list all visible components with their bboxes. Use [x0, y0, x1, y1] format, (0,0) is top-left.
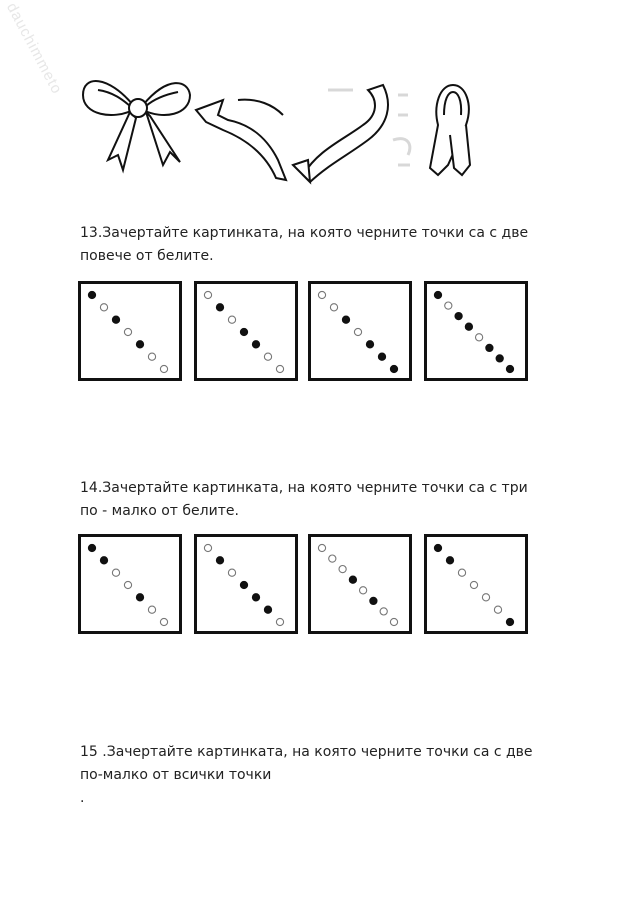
black-dot [496, 355, 503, 362]
black-dot [252, 594, 259, 601]
black-dot [136, 594, 143, 601]
dot-box[interactable] [194, 534, 298, 634]
white-dot [318, 544, 325, 551]
white-dot [494, 606, 501, 613]
white-dot [204, 544, 211, 551]
white-dot [470, 581, 477, 588]
task-14-line-2: по - малко от белите. [80, 503, 239, 519]
white-dot [264, 353, 271, 360]
white-dot [228, 316, 235, 323]
black-dot [506, 618, 513, 625]
black-dot [446, 557, 453, 564]
ribbon-illustrations [78, 70, 478, 190]
white-dot [458, 569, 465, 576]
white-dot [380, 608, 387, 615]
white-dot [276, 365, 283, 372]
black-dot [465, 323, 472, 330]
black-dot [88, 291, 95, 298]
black-dot [342, 316, 349, 323]
ribbon-icon [196, 100, 286, 180]
black-dot [366, 341, 373, 348]
black-dot [216, 304, 223, 311]
black-dot [136, 341, 143, 348]
dot-box[interactable] [78, 281, 182, 381]
white-dot [160, 365, 167, 372]
black-dot [390, 365, 397, 372]
black-dot [455, 313, 462, 320]
white-dot [124, 328, 131, 335]
bow-icon [83, 81, 190, 170]
black-dot [378, 353, 385, 360]
task-15-line-2: по-малко от всички точки [80, 767, 272, 783]
dot-box[interactable] [424, 281, 528, 381]
white-dot [354, 328, 361, 335]
task-13-line-1: 13.Зачертайте картинката, на която черните точки са с две [80, 225, 529, 241]
white-dot [318, 291, 325, 298]
watermark: dauchimmeto [2, 0, 66, 98]
white-dot [330, 304, 337, 311]
white-dot [445, 302, 452, 309]
black-dot [349, 576, 356, 583]
white-dot [482, 594, 489, 601]
black-dot [240, 328, 247, 335]
dot-box[interactable] [308, 534, 412, 634]
white-dot [148, 353, 155, 360]
black-dot [240, 581, 247, 588]
dot-box[interactable] [78, 534, 182, 634]
black-dot [370, 597, 377, 604]
dot-box[interactable] [424, 534, 528, 634]
white-dot [360, 587, 367, 594]
black-dot [112, 316, 119, 323]
black-dot [506, 365, 513, 372]
black-dot [100, 557, 107, 564]
task-15-line-1: 15 .Зачертайте картинката, на която черните точки са с две [80, 744, 533, 760]
ribbon-icon [293, 85, 388, 182]
dot-box[interactable] [194, 281, 298, 381]
black-dot [88, 544, 95, 551]
white-dot [476, 334, 483, 341]
white-dot [339, 566, 346, 573]
white-dot [148, 606, 155, 613]
task-13-line-2: повече от белите. [80, 248, 214, 264]
black-dot [434, 291, 441, 298]
black-dot [434, 544, 441, 551]
black-dot [264, 606, 271, 613]
white-dot [329, 555, 336, 562]
white-dot [100, 304, 107, 311]
white-dot [124, 581, 131, 588]
awareness-ribbon-icon [430, 85, 470, 175]
black-dot [486, 344, 493, 351]
white-dot [276, 618, 283, 625]
white-dot [160, 618, 167, 625]
black-dot [252, 341, 259, 348]
task-14-line-1: 14.Зачертайте картинката, на която черните точки са с три [80, 480, 528, 496]
white-dot [390, 618, 397, 625]
white-dot [204, 291, 211, 298]
dot-box[interactable] [308, 281, 412, 381]
white-dot [228, 569, 235, 576]
black-dot [216, 557, 223, 564]
task-15-line-3: . [80, 790, 85, 806]
white-dot [112, 569, 119, 576]
